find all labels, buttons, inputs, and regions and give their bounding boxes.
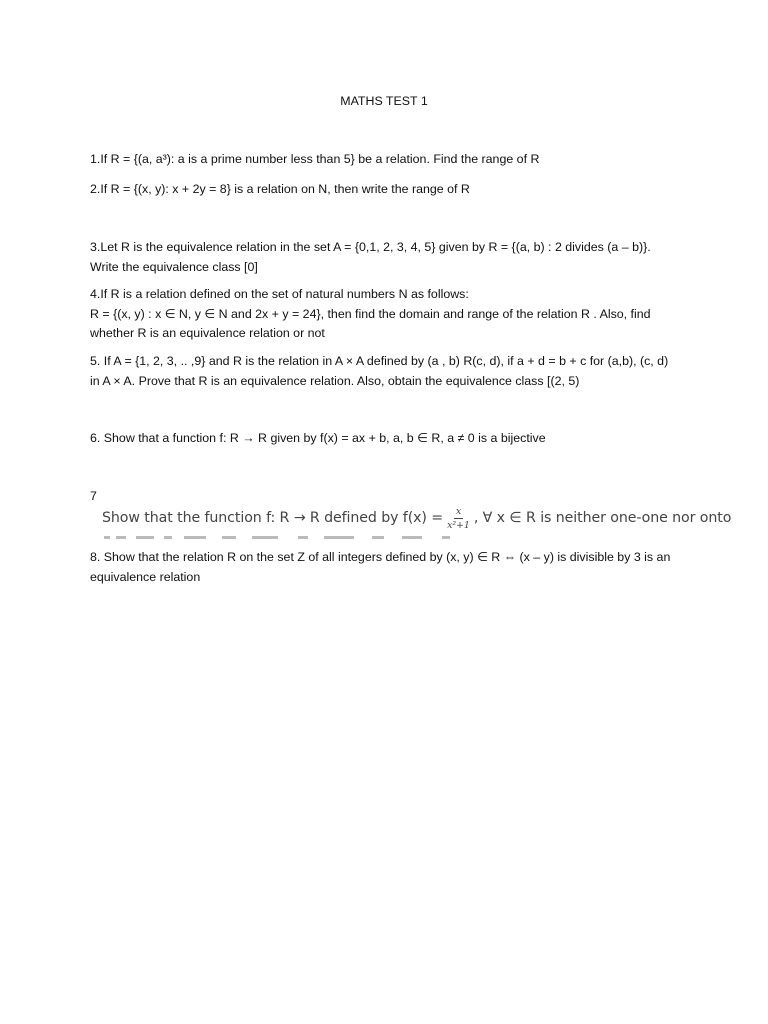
question-4-line-2: R = {(x, y) : x ∈ N, y ∈ N and 2x + y = 24}, then find the domain and range of the relation R . Also, find (90, 306, 651, 321)
question-1 (90, 150, 690, 170)
question-5 (90, 352, 690, 391)
question-7-number-text: 7 (90, 489, 97, 503)
fraction-numerator: x (455, 506, 462, 517)
question-8 (90, 548, 690, 587)
question-7-embedded-image (90, 500, 732, 534)
question-1-text: 1.If R = {(a, a³): a is a prime number less than 5} be a relation. Find the range of R (90, 152, 540, 166)
cropped-text-marks (102, 534, 622, 540)
question-5-line-1: 5. If A = {1, 2, 3, .. ,9} and R is the relation in A × A defined by (a , b) R(c, d), if a + d = b + c for (a,b), (c, d) (90, 354, 669, 368)
fraction (447, 506, 470, 531)
question-4-line-1: 4.If R is a relation defined on the set of natural numbers N as follows: (90, 287, 469, 301)
fraction-denominator: x²+1 (447, 520, 470, 531)
question-3-line-2: Write the equivalence class [0] (90, 259, 258, 274)
question-5-line-2: in A × A. Prove that R is an equivalence relation. Also, obtain the equivalence class [(2, 5) (90, 373, 580, 388)
question-6-text: 6. Show that a function f: R → R given by f(x) = ax + b, a, b ∈ R, a ≠ 0 is a bijective (90, 431, 546, 445)
question-7-text-before: Show that the function f: R → R defined by f(x) = (102, 509, 444, 526)
page-title: MATHS TEST 1 (340, 94, 428, 108)
question-2-text: 2.If R = {(x, y): x + 2y = 8} is a relation on N, then write the range of R (90, 182, 470, 196)
question-4 (90, 285, 690, 344)
cropped-text-remnant (102, 530, 622, 536)
question-7-text (102, 506, 731, 531)
question-7-text-after: , ∀ x ∈ R is neither one-one nor onto (473, 509, 732, 526)
question-8-line-2: equivalence relation (90, 569, 201, 584)
question-2 (90, 180, 690, 200)
question-4-line-3: whether R is an equivalence relation or not (90, 326, 325, 340)
question-6 (90, 429, 690, 449)
question-3 (90, 238, 690, 277)
question-3-line-1: 3.Let R is the equivalence relation in the set A = {0,1, 2, 3, 4, 5} given by R = {(a, b) : 2 divides (a – b)}. (90, 240, 651, 254)
question-8-line-1: 8. Show that the relation R on the set Z of all integers defined by (x, y) ∈ R ⇔ (x – y) is divisible by 3 is an (90, 550, 671, 564)
